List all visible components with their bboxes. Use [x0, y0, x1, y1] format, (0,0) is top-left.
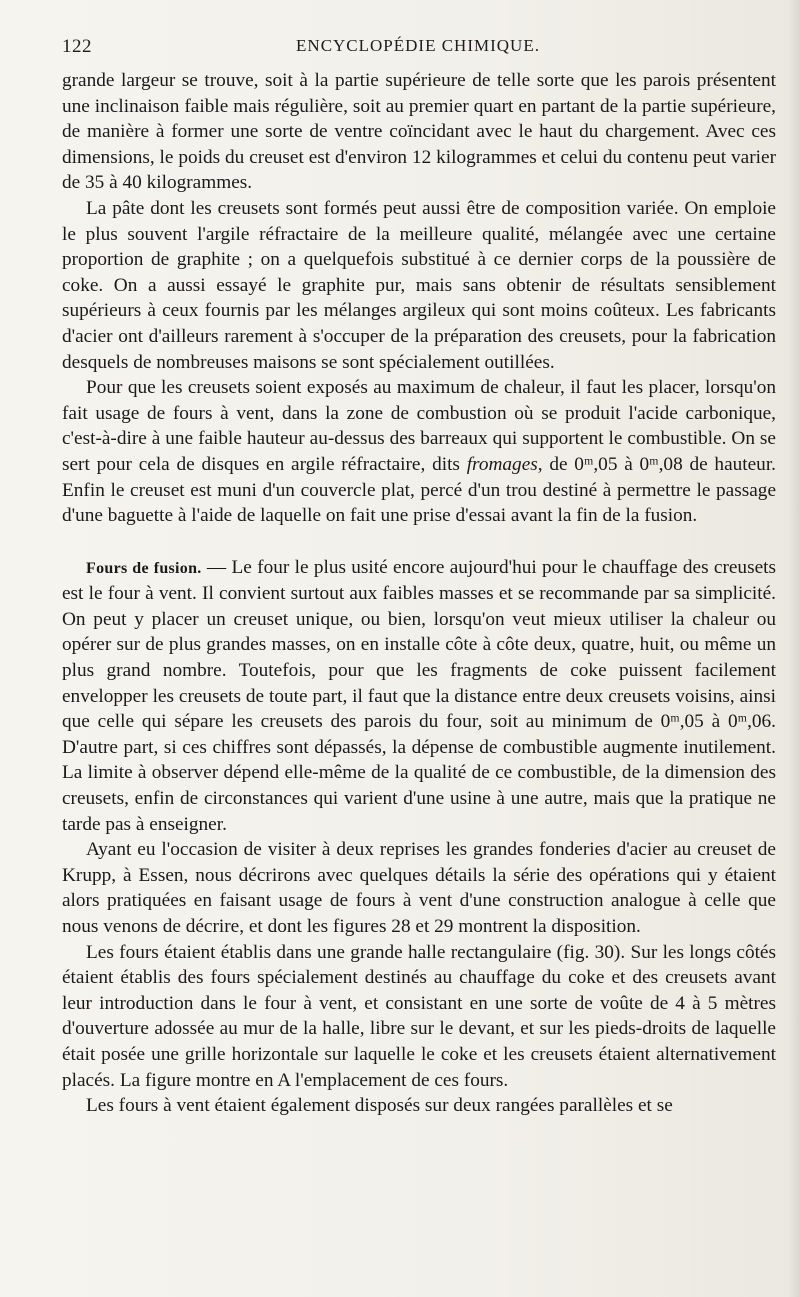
term-fromages: fromages: [466, 453, 538, 475]
paragraph-2: La pâte dont les creusets sont formés peut aussi être de composition variée. On emploie le plus souvent l'argile réfractaire de la meilleure qualité, mélangée avec une certaine proportion de graphite ; on a quelquefois substitué à ce dernier corps de la poussière de coke. On a aussi essayé le graphite pur, mais sans obtenir de résultats sensiblement supérieurs à ceux fournis par les mélanges argileux qui sont moins coûteux. Les fabricants d'acier ont d'ailleurs rarement à s'occuper de la préparation des creusets, pour la fabrication desquels de nombreuses maisons se sont spécialement outillées.: [62, 197, 776, 373]
section-title: Fours de fusion.: [86, 559, 202, 577]
paragraph-6: Les fours étaient établis dans une grande halle rectangulaire (fig. 30). Sur les longs côtés étaient établis des fours spécialement destinés au chauffage du coke et des creusets avant leur introduction dans le four à vent, et consistant en une sorte de voûte de 4 à 5 mètres d'ouverture adossée au mur de la halle, libre sur le devant, et sur les pieds-droits de laquelle était posée une grille horizontale sur laquelle le coke et les creusets étaient alternativement placés. La figure montre en A l'emplacement de ces fours.: [62, 941, 776, 1091]
paragraph-3-end: , de 0ᵐ,05 à 0ᵐ,08 de hauteur. Enfin le creuset est muni d'un couvercle plat, percé d'un trou destiné à permettre le passage d'une baguette à l'aide de laquelle on fait une prise d'essai avant la fin de la fusion.: [62, 453, 776, 527]
paragraph-4-text: — Le four le plus usité encore aujourd'hui pour le chauffage des creusets est le four à vent. Il convient surtout aux faibles masses et se recommande par sa simplicité. On peut y placer un creuset unique, ou bien, lorsqu'on veut mieux utiliser la chaleur ou opérer sur de plus grandes masses, on en installe côte à côte deux, quatre, huit, ou même un plus grand nombre. Toutefois, pour que les fragments de coke puissent facilement envelopper les creusets de toute part, il faut que la distance entre deux creusets voisins, ainsi que celle qui sépare les creusets des parois du four, soit au minimum de 0ᵐ,05 à 0ᵐ,06. D'autre part, si ces chiffres sont dépassés, la dépense de combustible augmente inutilement. La limite à observer dépend elle-même de la qualité de ce combustible, de la dimension des creusets, enfin de circonstances qui varient d'une usine à une autre, mais que la pratique ne tarde pas à enseigner.: [62, 556, 776, 835]
paragraph-3: [62, 375, 776, 529]
paragraph-7: Les fours à vent étaient également disposés sur deux rangées parallèles et se: [86, 1095, 673, 1117]
body-text: [62, 68, 776, 1119]
page-header: [62, 34, 774, 58]
running-title: ENCYCLOPÉDIE CHIMIQUE.: [296, 36, 540, 55]
paragraph-1: grande largeur se trouve, soit à la partie supérieure de telle sorte que les parois présentent une inclinaison faible mais régulière, soit au premier quart en partant de la partie supérieure, de manière à former une sorte de ventre coïncidant avec le haut du chargement. Avec ces dimensions, le poids du creuset est d'environ 12 kilogrammes et celui du contenu peut varier de 35 à 40 kilogrammes.: [62, 70, 776, 194]
page-number: 122: [62, 36, 92, 57]
paragraph-4: [62, 555, 776, 838]
paragraph-3-start: Pour que les creusets soient exposés au maximum de chaleur, il faut les placer, lorsqu'on fait usage de fours à vent, dans la zone de combustion où se produit l'acide carbonique, c'est-à-dire à une faible hauteur au-dessus des barreaux qui supportent le combustible. On se sert pour cela de disques en argile réfractaire, dits: [62, 377, 776, 475]
paragraph-5: Ayant eu l'occasion de visiter à deux reprises les grandes fonderies d'acier au creuset de Krupp, à Essen, nous décrirons avec quelques détails la série des opérations qui y étaient alors pratiquées en faisant usage de fours à vent d'une construction analogue à celle que nous venons de décrire, et dont les figures 28 et 29 montrent la disposition.: [62, 839, 776, 937]
page-edge-shadow: [788, 0, 800, 1297]
